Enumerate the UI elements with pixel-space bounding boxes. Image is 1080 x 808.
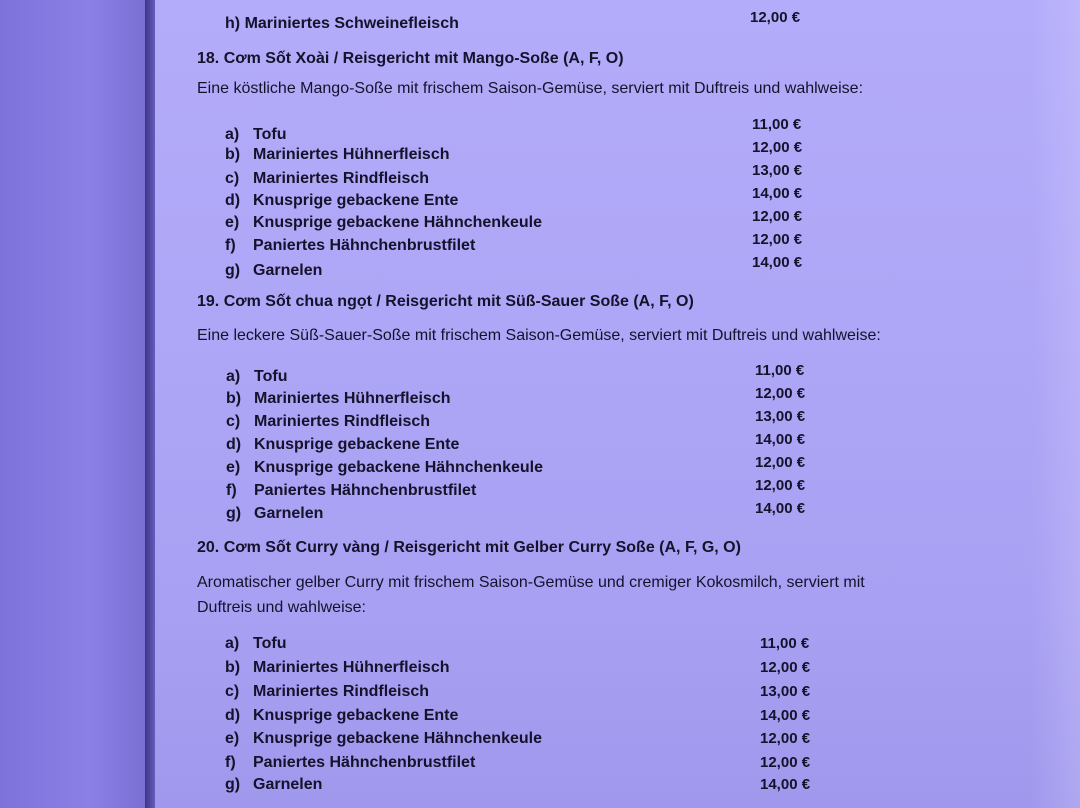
item-letter: e) [225, 730, 240, 747]
item-name: Knusprige gebackene Hähnchenkeule [253, 214, 542, 231]
page-right-edge [1030, 0, 1080, 808]
item-letter: b) [225, 659, 241, 676]
menu-item [226, 436, 459, 454]
item-price: 11,00 € [755, 362, 805, 379]
menu-item [225, 126, 286, 144]
item-price: 14,00 € [760, 776, 811, 793]
section-heading-19: 19. Cơm Sốt chua ngọt / Reisgericht mit Süß-Sauer Soße (A, F, O) [197, 293, 694, 310]
item-price: 11,00 € [760, 635, 810, 652]
menu-item [225, 754, 475, 772]
item-letter: b) [226, 390, 242, 407]
item-letter: a) [225, 635, 240, 652]
menu-item [226, 390, 451, 408]
item-letter: g) [225, 262, 241, 279]
item-letter: f) [225, 237, 236, 254]
section-heading-20: 20. Cơm Sốt Curry vàng / Reisgericht mit Gelber Curry Soße (A, F, G, O) [197, 539, 741, 556]
item-price: 11,00 € [752, 116, 802, 133]
item-letter: d) [226, 436, 242, 453]
item-price: 13,00 € [752, 162, 803, 179]
item-letter: e) [226, 459, 241, 476]
item-price: 12,00 € [750, 9, 801, 26]
item-letter: g) [226, 505, 242, 522]
previous-page [0, 0, 150, 808]
item-price: 12,00 € [755, 477, 806, 494]
item-price: 12,00 € [752, 139, 803, 156]
item-price: 13,00 € [755, 408, 806, 425]
menu-item [225, 262, 322, 280]
item-name: Garnelen [253, 262, 323, 279]
menu-item [225, 683, 429, 701]
item-name: Mariniertes Hühnerfleisch [254, 390, 451, 407]
item-name: Garnelen [254, 505, 324, 522]
menu-item [225, 146, 450, 164]
menu-item [226, 413, 430, 431]
item-price: 12,00 € [760, 730, 811, 747]
item-name: Mariniertes Rindfleisch [253, 683, 430, 700]
item-letter: e) [225, 214, 240, 231]
menu-item [225, 192, 458, 210]
item-price: 12,00 € [755, 385, 806, 402]
item-name: Mariniertes Schweinefleisch [244, 15, 459, 32]
item-name: Mariniertes Hühnerfleisch [253, 146, 450, 163]
item-name: Knusprige gebackene Hähnchenkeule [253, 730, 542, 747]
section-heading-18: 18. Cơm Sốt Xoài / Reisgericht mit Mango-Soße (A, F, O) [197, 50, 624, 67]
item-letter: b) [225, 146, 241, 163]
item-price: 12,00 € [752, 231, 803, 248]
menu-item [225, 15, 459, 33]
menu-item [225, 237, 475, 255]
item-name: Mariniertes Hühnerfleisch [253, 659, 450, 676]
menu-item [225, 214, 542, 232]
item-letter: g) [225, 776, 241, 793]
menu-item [226, 459, 543, 477]
item-name: Paniertes Hähnchenbrustfilet [253, 237, 476, 254]
item-price: 14,00 € [760, 707, 811, 724]
item-letter: c) [225, 683, 240, 700]
item-name: Knusprige gebackene Ente [253, 192, 459, 209]
item-price: 14,00 € [755, 500, 806, 517]
item-letter: d) [225, 192, 241, 209]
item-name: Knusprige gebackene Ente [254, 436, 460, 453]
menu-item [225, 170, 429, 188]
item-name: Paniertes Hähnchenbrustfilet [253, 754, 476, 771]
menu-item [226, 368, 287, 386]
item-price: 12,00 € [752, 208, 803, 225]
item-name: Tofu [253, 126, 287, 143]
item-price: 12,00 € [755, 454, 806, 471]
item-price: 12,00 € [760, 754, 811, 771]
item-name: Knusprige gebackene Hähnchenkeule [254, 459, 543, 476]
menu-item [225, 707, 458, 725]
item-name: Tofu [254, 368, 288, 385]
item-price: 13,00 € [760, 683, 811, 700]
item-letter: f) [225, 754, 236, 771]
section-description-20-line1: Aromatischer gelber Curry mit frischem Saison-Gemüse und cremiger Kokosmilch, serviert mit [197, 574, 865, 591]
section-description-20-line2: Duftreis und wahlweise: [197, 599, 366, 616]
item-letter: f) [226, 482, 237, 499]
menu-item [225, 730, 542, 748]
item-name: Knusprige gebackene Ente [253, 707, 459, 724]
menu-page [155, 0, 1080, 808]
item-name: Mariniertes Rindfleisch [254, 413, 431, 430]
item-letter: h) [225, 15, 241, 32]
item-letter: d) [225, 707, 241, 724]
item-name: Paniertes Hähnchenbrustfilet [254, 482, 477, 499]
menu-item [225, 776, 322, 794]
item-price: 12,00 € [760, 659, 811, 676]
menu-item [226, 482, 476, 500]
item-price: 14,00 € [755, 431, 806, 448]
item-price: 14,00 € [752, 254, 803, 271]
item-price: 14,00 € [752, 185, 803, 202]
item-letter: c) [226, 413, 241, 430]
item-name: Mariniertes Rindfleisch [253, 170, 430, 187]
menu-item [226, 505, 323, 523]
item-letter: a) [226, 368, 241, 385]
item-name: Garnelen [253, 776, 323, 793]
section-description-19: Eine leckere Süß-Sauer-Soße mit frischem Saison-Gemüse, serviert mit Duftreis und wahlweise: [197, 327, 881, 344]
item-letter: c) [225, 170, 240, 187]
section-description-18: Eine köstliche Mango-Soße mit frischem Saison-Gemüse, serviert mit Duftreis und wahlweise: [197, 80, 864, 97]
item-letter: a) [225, 126, 240, 143]
item-name: Tofu [253, 635, 287, 652]
menu-item [225, 659, 450, 677]
menu-item [225, 635, 286, 653]
